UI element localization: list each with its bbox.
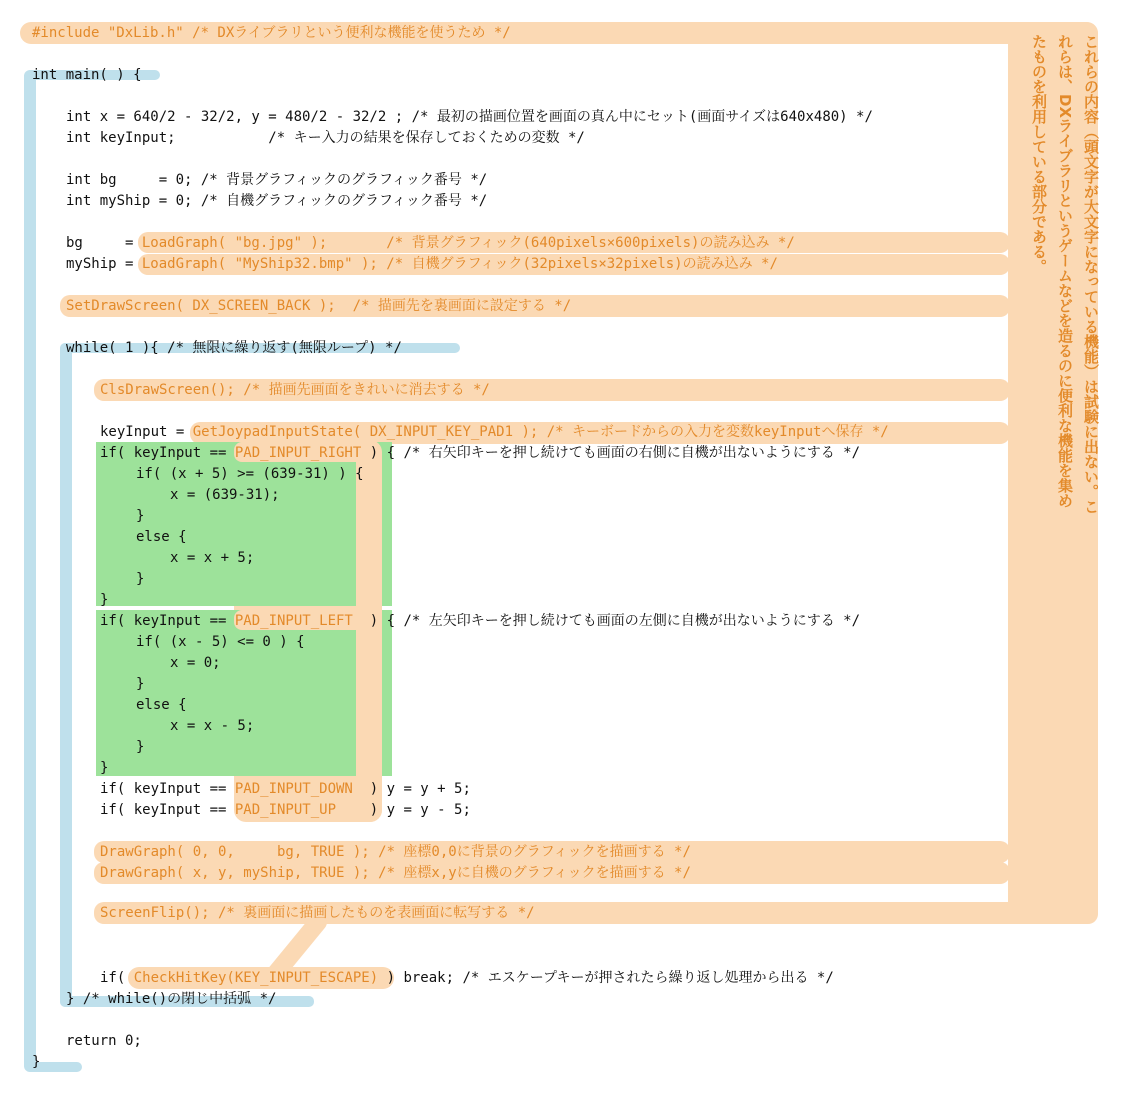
code-line-x-clamp-left <box>170 653 221 673</box>
if-right-pre: if( keyInput == <box>100 445 235 461</box>
code-line-checkhitkey <box>100 968 834 988</box>
code-line-getjoypad <box>100 422 889 442</box>
x-increment: x = x + 5; <box>170 550 255 566</box>
code-line-if-up <box>100 800 471 820</box>
if-down-pre: if( keyInput == <box>100 781 235 797</box>
code-line-main <box>32 65 142 85</box>
pad-input-up: PAD_INPUT_UP <box>234 802 362 818</box>
brace: } <box>136 508 145 524</box>
drawgraph-bg-call: DrawGraph( 0, 0, bg, TRUE ); /* 座標0,0に背景のグラフィックを描画する */ <box>100 844 691 860</box>
code-line-x-minus <box>170 716 254 736</box>
code-line-drawgraph-ship <box>100 863 691 883</box>
assign-keyinput: keyInput = <box>100 424 193 440</box>
setdrawscreen-call: SetDrawScreen( DX_SCREEN_BACK ); /* 描画先を裏画面に設定する */ <box>66 298 572 314</box>
code-line-if-left-bound <box>136 632 305 652</box>
decl-myship: int myShip = 0; /* 自機グラフィックのグラフィック番号 */ <box>66 193 488 209</box>
drawgraph-ship-call: DrawGraph( x, y, myShip, TRUE ); /* 座標x,yに自機のグラフィックを描画する */ <box>100 865 691 881</box>
while-loop: while( 1 ){ /* 無限に繰り返す(無限ループ) */ <box>66 340 402 356</box>
code-line-brace <box>136 737 144 757</box>
pad-input-column-overlay <box>356 440 382 822</box>
code-line-decl-keyinput <box>66 128 585 148</box>
code-line-while <box>66 338 402 358</box>
code-line-if-left <box>100 611 860 631</box>
code-line-brace <box>100 758 108 778</box>
clsdrawscreen-call: ClsDrawScreen(); /* 描画先画面をきれいに消去する */ <box>100 382 490 398</box>
code-line-drawgraph-bg <box>100 842 691 862</box>
x-clamp-left: x = 0; <box>170 655 221 671</box>
pad-input-left: PAD_INPUT_LEFT <box>234 613 362 629</box>
else-keyword: else { <box>136 529 187 545</box>
code-line-else <box>136 527 187 547</box>
while-close-brace: } /* while()の閉じ中括弧 */ <box>66 991 277 1007</box>
else-keyword: else { <box>136 697 187 713</box>
left-bound-check: if( (x - 5) <= 0 ) { <box>136 634 305 650</box>
while-brace-vertical <box>60 343 72 1007</box>
code-line-loadgraph-myship <box>66 254 778 274</box>
decl-keyinput: int keyInput; /* キー入力の結果を保存しておくための変数 */ <box>66 130 585 146</box>
code-line-decl-bg <box>66 170 487 190</box>
code-line-loadgraph-bg <box>66 233 795 253</box>
main-brace-vertical <box>24 70 36 1072</box>
pad-input-right: PAD_INPUT_RIGHT <box>234 445 362 461</box>
checkhitkey-call: CheckHitKey(KEY_INPUT_ESCAPE) <box>133 970 379 986</box>
code-line-main-close <box>32 1052 40 1072</box>
loadgraph-myship-comment: /* 自機グラフィック(32pixels×32pixels)の読み込み */ <box>377 256 778 272</box>
code-line-while-close <box>66 989 276 1009</box>
if-left-post: ) { /* 左矢印キーを押し続けても画面の左側に自機が出ないようにする */ <box>361 613 861 629</box>
pad-input-down: PAD_INPUT_DOWN <box>234 781 362 797</box>
code-line-decl-myship <box>66 191 487 211</box>
main-close-brace: } <box>32 1054 41 1070</box>
assign-myship: myShip = <box>66 256 142 272</box>
screenflip-call: ScreenFlip(); /* 裏画面に描画したものを表画面に転写する */ <box>100 905 535 921</box>
code-line-brace <box>136 506 144 526</box>
code-line-if-right-bound <box>136 464 364 484</box>
code-line-brace <box>136 569 144 589</box>
if-escape-post: ) break; /* エスケープキーが押されたら繰り返し処理から出る */ <box>378 970 834 986</box>
code-line-return <box>66 1031 142 1051</box>
loadgraph-bg-comment: /* 背景グラフィック(640pixels×600pixels)の読み込み */ <box>327 235 795 251</box>
right-bound-check: if( (x + 5) >= (639-31) ) { <box>136 466 364 482</box>
if-escape-pre: if( <box>100 970 134 986</box>
code-line-x-clamp-right <box>170 485 280 505</box>
brace: } <box>100 592 109 608</box>
side-note-text: これらの内容（頭文字が大文字になっている機能）は試験に出ない。これらは、DXライブラリというゲームなどを造るのに便利な機能を集めたものを利用している部分である。 <box>1030 34 1100 514</box>
brace: } <box>136 571 145 587</box>
brace: } <box>100 760 109 776</box>
include-directive: #include "DxLib.h" /* DXライブラリという便利な機能を使うため */ <box>32 25 511 41</box>
code-line-brace <box>100 590 108 610</box>
brace: } <box>136 739 145 755</box>
main-signature: int main( ) { <box>32 67 142 83</box>
code-line-screenflip <box>100 903 535 923</box>
if-right-post: ) { /* 右矢印キーを押し続けても画面の右側に自機が出ないようにする */ <box>361 445 861 461</box>
loadgraph-bg-call: LoadGraph( "bg.jpg" ); <box>141 235 328 251</box>
x-clamp-right: x = (639-31); <box>170 487 280 503</box>
code-line-else <box>136 695 187 715</box>
code-line-x-plus <box>170 548 254 568</box>
code-line-decl-xy <box>66 107 873 127</box>
if-down-post: ) y = y + 5; <box>361 781 471 797</box>
assign-bg: bg = <box>66 235 142 251</box>
code-line-if-right <box>100 443 860 463</box>
if-up-post: ) y = y - 5; <box>361 802 471 818</box>
if-left-pre: if( keyInput == <box>100 613 235 629</box>
decl-xy: int x = 640/2 - 32/2, y = 480/2 - 32/2 ; /* 最初の描画位置を画面の真ん中にセット(画面サイズは640x480) */ <box>66 109 873 125</box>
code-line-setdrawscreen <box>66 296 571 316</box>
x-decrement: x = x - 5; <box>170 718 255 734</box>
getjoypad-call: GetJoypadInputState( DX_INPUT_KEY_PAD1 ); /* キーボードからの入力を変数keyInputへ保存 */ <box>192 424 889 440</box>
code-line-if-down <box>100 779 471 799</box>
code-line-brace <box>136 674 144 694</box>
brace: } <box>136 676 145 692</box>
if-up-pre: if( keyInput == <box>100 802 235 818</box>
decl-bg: int bg = 0; /* 背景グラフィックのグラフィック番号 */ <box>66 172 488 188</box>
code-line-include <box>32 23 511 43</box>
return-statement: return 0; <box>66 1033 142 1049</box>
code-line-clsdrawscreen <box>100 380 490 400</box>
loadgraph-myship-call: LoadGraph( "MyShip32.bmp" ); <box>141 256 378 272</box>
